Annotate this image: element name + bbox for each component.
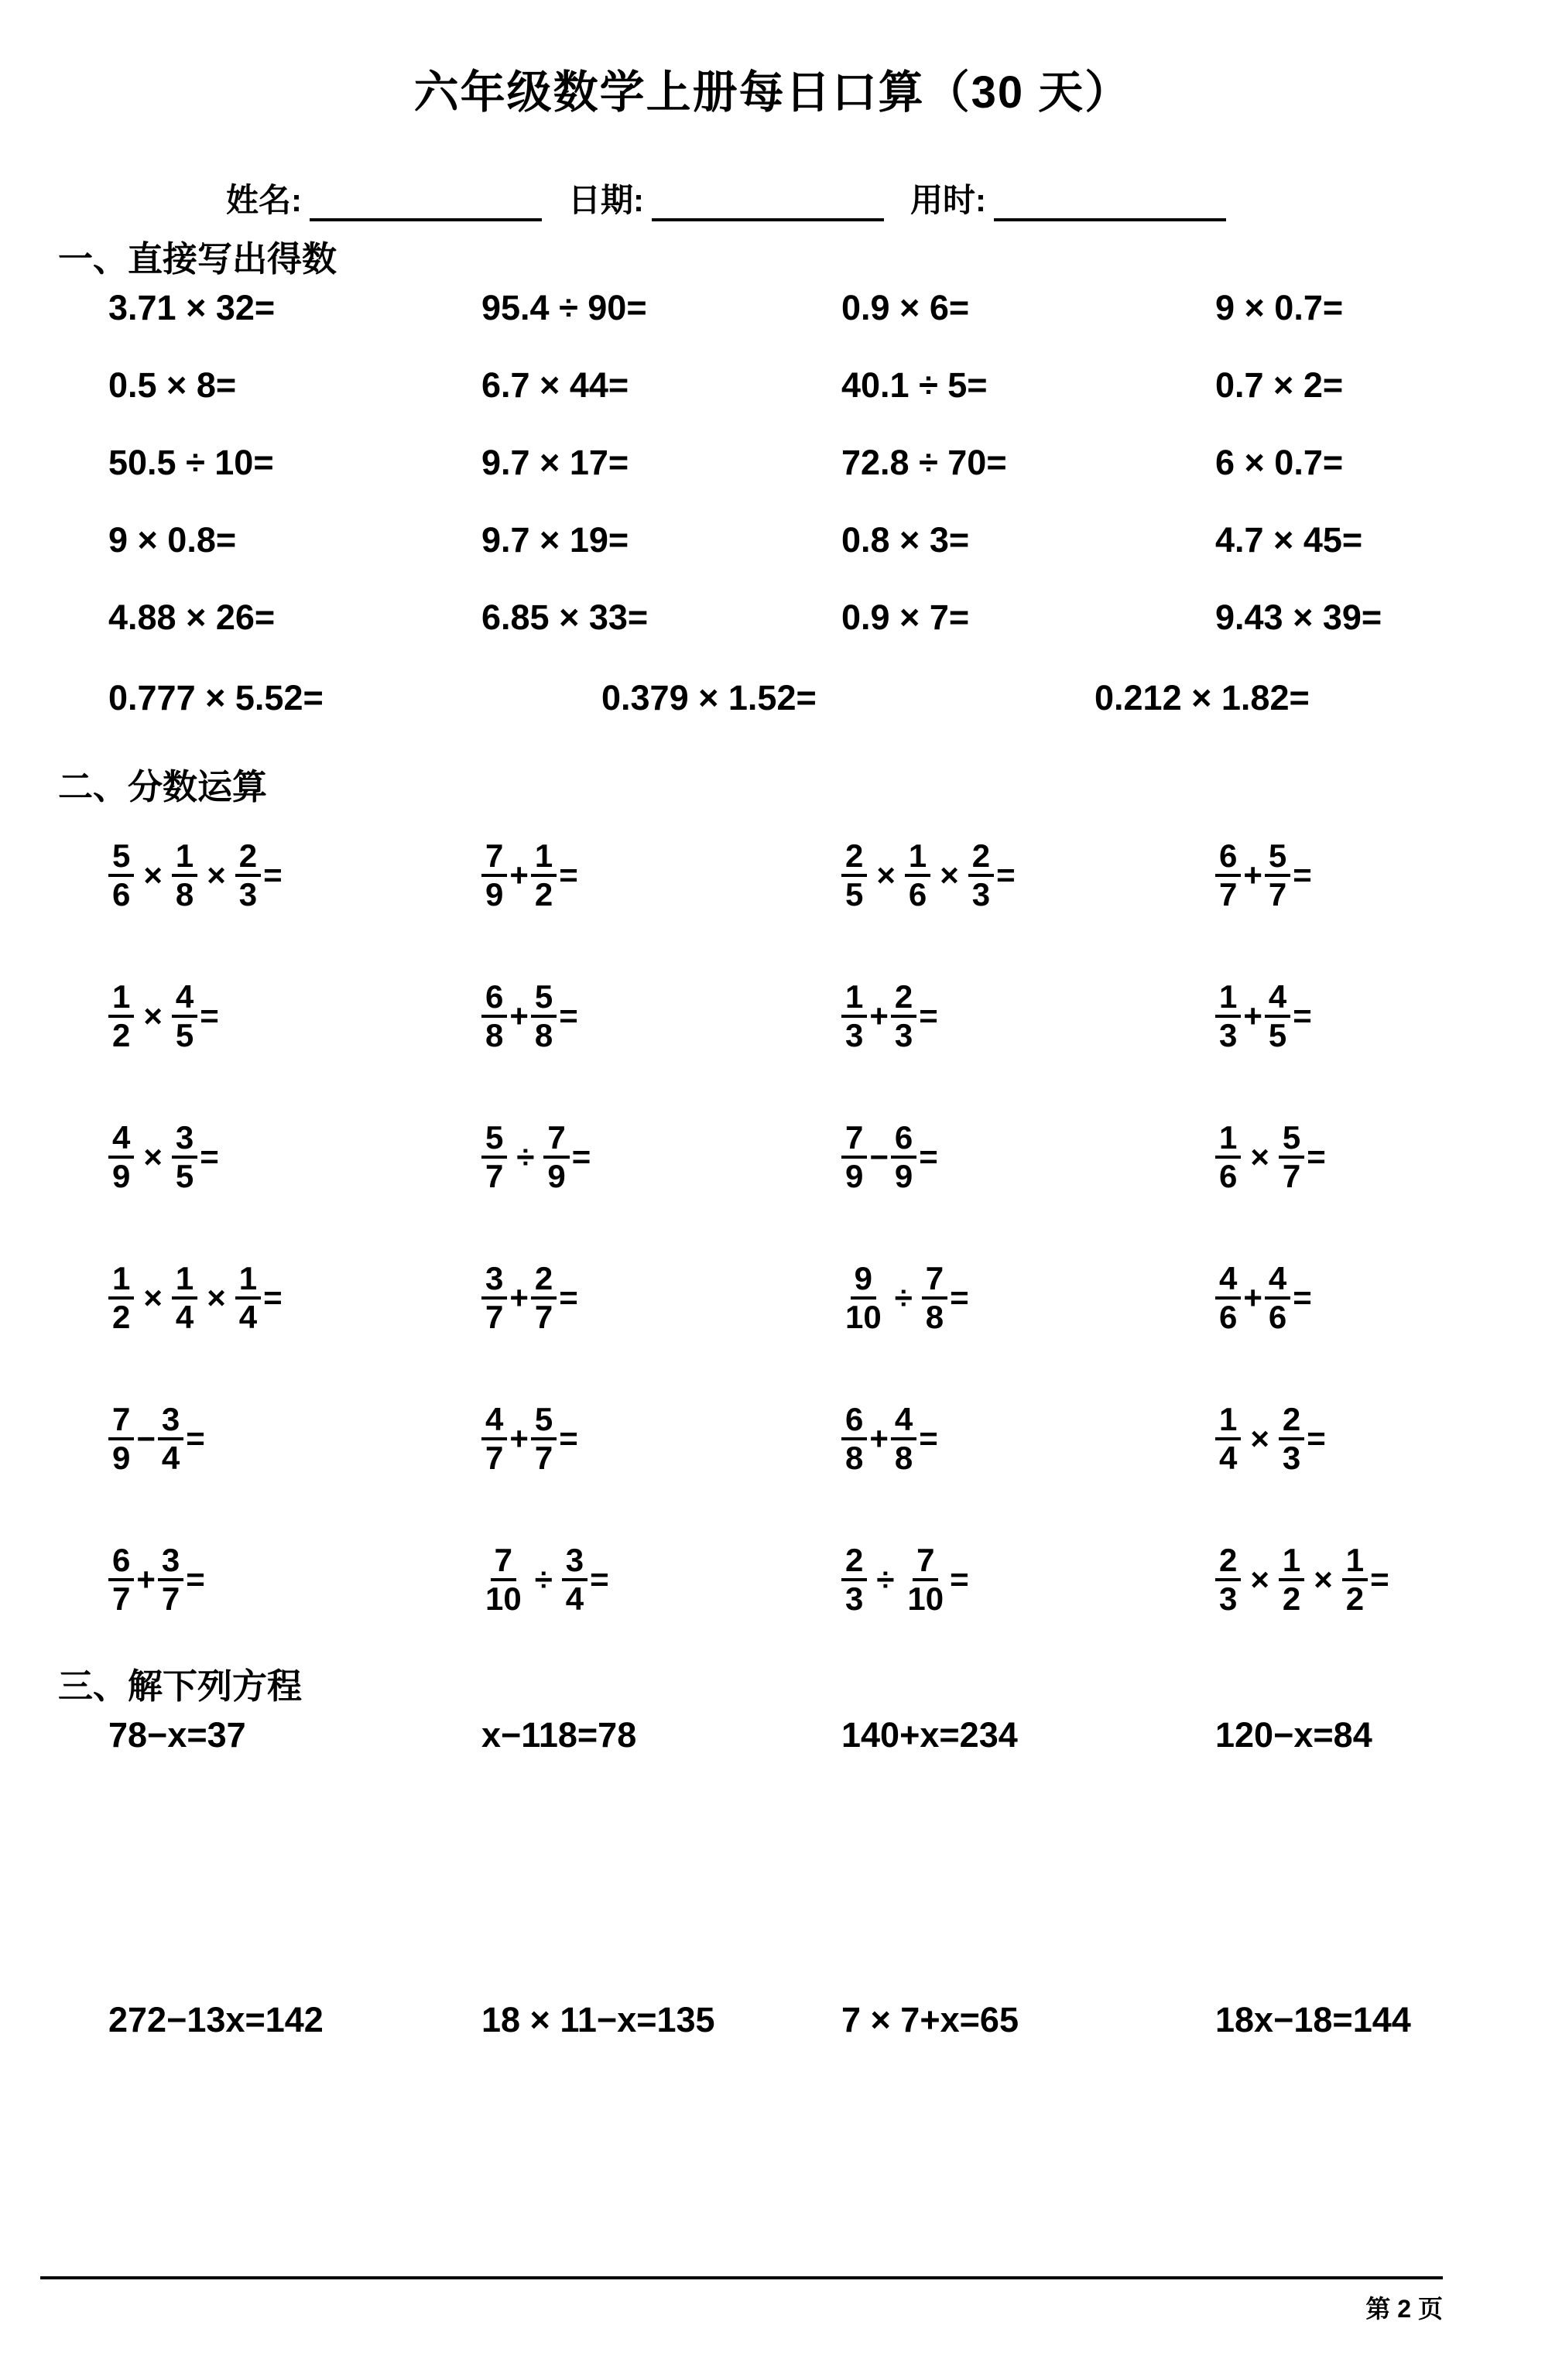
problem-expression	[1215, 1260, 1312, 1335]
problem-cell	[481, 978, 841, 1051]
fraction: $\frac{6}{8}$	[841, 1404, 867, 1474]
problem-cell	[108, 1542, 481, 1615]
section3-equation-row-1	[108, 1715, 1437, 1793]
problem-cell	[1215, 288, 1437, 328]
operator: +	[509, 998, 529, 1034]
problem-expression: 40.1 ÷ 5=	[841, 365, 988, 405]
problem-expression: 9 × 0.8=	[108, 520, 237, 560]
equals-sign: =	[186, 1561, 205, 1598]
equals-sign: =	[1293, 1279, 1312, 1316]
fraction: $\frac{6}{9}$	[891, 1122, 916, 1192]
problem-row	[108, 1715, 1437, 1793]
problem-cell	[481, 1119, 841, 1192]
equals-sign: =	[559, 1279, 578, 1316]
fraction: $\frac{1}{2}$	[531, 841, 557, 910]
name-label: 姓名:	[226, 182, 302, 218]
problem-expression	[841, 1260, 969, 1335]
problem-cell	[1215, 1401, 1437, 1474]
problem-cell	[481, 1542, 841, 1615]
problem-cell	[108, 1401, 481, 1474]
fraction: $\frac{3}{7}$	[481, 1263, 507, 1333]
problem-cell	[1215, 520, 1437, 560]
problem-cell	[841, 598, 1215, 638]
section3-equation-row-2	[108, 2000, 1437, 2077]
equals-sign: =	[1307, 1139, 1326, 1175]
problem-cell	[108, 365, 481, 406]
problem-expression	[841, 837, 1016, 913]
problem-expression: 0.212 × 1.82=	[1095, 678, 1310, 717]
problem-expression: 6.85 × 33=	[481, 598, 649, 637]
fraction: $\frac{5}{7}$	[1265, 841, 1290, 910]
problem-expression: 140+x=234	[841, 1715, 1018, 1755]
equals-sign: =	[263, 1279, 283, 1316]
equals-sign: =	[1370, 1561, 1389, 1598]
page-title: 六年级数学上册每日口算（30 天）	[413, 67, 1132, 118]
fraction: $\frac{2}{3}$	[891, 981, 916, 1051]
problem-cell	[841, 2000, 1215, 2040]
problem-cell	[1215, 365, 1437, 406]
problem-expression: 9.43 × 39=	[1215, 598, 1382, 637]
problem-expression	[841, 978, 938, 1053]
problem-expression	[481, 1119, 591, 1194]
problem-expression	[108, 1401, 205, 1476]
problem-expression	[1215, 1401, 1326, 1476]
fraction: $\frac{3}{5}$	[172, 1122, 197, 1192]
equals-sign: =	[950, 1279, 969, 1316]
problem-cell	[841, 443, 1215, 483]
problem-expression	[841, 1542, 969, 1617]
operator: −	[869, 1139, 889, 1175]
problem-expression	[481, 978, 578, 1053]
equals-sign: =	[186, 1420, 205, 1457]
problem-expression	[108, 837, 283, 913]
problem-expression: 50.5 ÷ 10=	[108, 443, 274, 482]
problem-row	[108, 598, 1437, 675]
problem-cell	[1215, 1542, 1437, 1615]
problem-cell	[481, 1401, 841, 1474]
operator: ÷	[894, 1279, 913, 1316]
problem-expression: 120−x=84	[1215, 1715, 1372, 1755]
problem-expression: 0.9 × 7=	[841, 598, 970, 637]
section2-fraction-grid	[108, 803, 1437, 1649]
operator: +	[509, 857, 529, 893]
fraction: $\frac{1}{2}$	[1342, 1545, 1368, 1615]
fraction: $\frac{1}{2}$	[108, 981, 134, 1051]
operator: ×	[143, 1139, 163, 1175]
problem-expression: 0.8 × 3=	[841, 520, 970, 560]
fraction: $\frac{5}{8}$	[531, 981, 557, 1051]
problem-cell	[108, 520, 481, 560]
problem-expression	[108, 1542, 205, 1617]
fraction: $\frac{7}{9}$	[481, 841, 507, 910]
problem-expression: 0.7 × 2=	[1215, 365, 1344, 405]
problem-row	[108, 944, 1437, 1085]
problem-cell	[108, 837, 481, 913]
operator: ×	[143, 1279, 163, 1316]
operator: +	[136, 1561, 156, 1598]
fraction: $\frac{1}{2}$	[108, 1263, 134, 1333]
fraction: $\frac{9}{10}$	[845, 1260, 882, 1335]
problem-cell	[481, 598, 841, 638]
problem-cell	[481, 365, 841, 406]
student-info-row	[226, 175, 1226, 221]
section3-heading: 三、解下列方程	[58, 1666, 303, 1706]
problem-row	[108, 803, 1437, 944]
problem-cell	[841, 520, 1215, 560]
fraction: $\frac{7}{9}$	[543, 1122, 569, 1192]
fraction: $\frac{3}{4}$	[562, 1545, 588, 1615]
problem-cell	[108, 678, 601, 718]
equals-sign: =	[559, 857, 578, 893]
footer-divider-line	[40, 2276, 1443, 2279]
problem-row	[108, 1226, 1437, 1367]
problem-row	[108, 443, 1437, 520]
problem-cell	[108, 288, 481, 328]
fraction: $\frac{2}{3}$	[1279, 1404, 1304, 1474]
problem-expression	[481, 837, 578, 913]
problem-row	[108, 678, 1437, 755]
problem-cell	[841, 1542, 1215, 1615]
fraction: $\frac{6}{7}$	[1215, 841, 1241, 910]
fraction: $\frac{5}{6}$	[108, 841, 134, 910]
problem-cell	[1215, 1119, 1437, 1192]
fraction: $\frac{4}{5}$	[172, 981, 197, 1051]
problem-expression: 3.71 × 32=	[108, 288, 276, 327]
fraction: $\frac{3}{4}$	[158, 1404, 183, 1474]
equals-sign: =	[919, 998, 938, 1034]
problem-cell	[841, 1715, 1215, 1755]
problem-row	[108, 288, 1437, 365]
problem-expression	[481, 1542, 609, 1617]
fraction: $\frac{1}{4}$	[235, 1263, 261, 1333]
problem-cell	[481, 288, 841, 328]
fraction: $\frac{1}{2}$	[1279, 1545, 1304, 1615]
problem-cell	[108, 2000, 481, 2040]
problem-cell	[108, 1119, 481, 1192]
problem-expression	[1215, 1542, 1389, 1617]
equals-sign: =	[559, 998, 578, 1034]
problem-expression: 0.9 × 6=	[841, 288, 970, 327]
problem-cell	[481, 2000, 841, 2040]
problem-cell	[481, 837, 841, 913]
fraction: $\frac{6}{8}$	[481, 981, 507, 1051]
problem-expression	[108, 1260, 283, 1335]
time-used-label: 用时:	[910, 182, 986, 218]
equals-sign: =	[919, 1139, 938, 1175]
problem-expression: 7 × 7+x=65	[841, 2000, 1019, 2039]
problem-cell	[108, 598, 481, 638]
problem-cell	[841, 288, 1215, 328]
problem-expression	[481, 1260, 578, 1335]
fraction: $\frac{1}{4}$	[1215, 1404, 1241, 1474]
problem-expression: 9.7 × 19=	[481, 520, 629, 560]
problem-row	[108, 365, 1437, 443]
problem-cell	[1215, 1715, 1437, 1755]
fraction: $\frac{7}{10}$	[485, 1542, 522, 1617]
equals-sign: =	[1293, 857, 1312, 893]
time-used-blank-line	[994, 186, 1226, 221]
fraction: $\frac{2}{7}$	[531, 1263, 557, 1333]
equals-sign: =	[590, 1561, 609, 1598]
equals-sign: =	[996, 857, 1016, 893]
fraction: $\frac{7}{9}$	[108, 1404, 134, 1474]
problem-cell	[841, 1260, 1215, 1333]
section1-problem-grid	[108, 288, 1437, 675]
fraction: $\frac{1}{3}$	[841, 981, 867, 1051]
equals-sign: =	[263, 857, 283, 893]
equals-sign: =	[571, 1139, 591, 1175]
operator: −	[136, 1420, 156, 1457]
operator: ×	[207, 1279, 226, 1316]
problem-cell	[841, 1401, 1215, 1474]
problem-expression: 6 × 0.7=	[1215, 443, 1344, 482]
problem-expression: 4.88 × 26=	[108, 598, 276, 637]
operator: +	[869, 1420, 889, 1457]
operator: ÷	[534, 1561, 553, 1598]
problem-cell	[1215, 978, 1437, 1051]
problem-expression	[841, 1119, 938, 1194]
operator: ×	[207, 857, 226, 893]
problem-cell	[841, 1119, 1215, 1192]
problem-expression	[481, 1401, 578, 1476]
fraction: $\frac{7}{9}$	[841, 1122, 867, 1192]
problem-row	[108, 1508, 1437, 1649]
operator: +	[869, 998, 889, 1034]
problem-expression: 95.4 ÷ 90=	[481, 288, 647, 327]
operator: ×	[1250, 1420, 1269, 1457]
problem-cell	[108, 1715, 481, 1755]
fraction: $\frac{2}{5}$	[841, 841, 867, 910]
problem-row	[108, 1367, 1437, 1508]
equals-sign: =	[1293, 998, 1312, 1034]
fraction: $\frac{7}{8}$	[922, 1263, 947, 1333]
problem-expression: 272−13x=142	[108, 2000, 324, 2039]
operator: ÷	[876, 1561, 895, 1598]
fraction: $\frac{4}{8}$	[891, 1404, 916, 1474]
problem-cell	[1215, 443, 1437, 483]
fraction: $\frac{4}{6}$	[1265, 1263, 1290, 1333]
problem-cell	[841, 978, 1215, 1051]
fraction: $\frac{3}{7}$	[158, 1545, 183, 1615]
fraction: $\frac{4}{5}$	[1265, 981, 1290, 1051]
problem-expression	[1215, 837, 1312, 913]
problem-row	[108, 520, 1437, 598]
fraction: $\frac{4}{7}$	[481, 1404, 507, 1474]
section1-heading: 一、直接写出得数	[58, 239, 337, 279]
page-number: 第 2 页	[1365, 2295, 1443, 2323]
operator: ×	[940, 857, 959, 893]
operator: ×	[876, 857, 896, 893]
operator: ×	[1314, 1561, 1333, 1598]
problem-cell	[481, 1260, 841, 1333]
section1-wide-row	[108, 678, 1437, 755]
problem-cell	[481, 1715, 841, 1755]
equals-sign: =	[200, 1139, 219, 1175]
fraction: $\frac{1}{6}$	[905, 841, 930, 910]
fraction: $\frac{5}{7}$	[481, 1122, 507, 1192]
problem-row	[108, 1085, 1437, 1226]
problem-cell	[481, 520, 841, 560]
fraction: $\frac{1}{3}$	[1215, 981, 1241, 1051]
date-blank-line	[652, 186, 884, 221]
fraction: $\frac{2}{3}$	[841, 1545, 867, 1615]
problem-expression: 0.777 × 5.52=	[108, 678, 324, 717]
problem-expression	[108, 1119, 219, 1194]
equals-sign: =	[1307, 1420, 1326, 1457]
operator: +	[1243, 998, 1262, 1034]
problem-cell	[841, 837, 1215, 913]
problem-expression: 0.5 × 8=	[108, 365, 237, 405]
operator: +	[1243, 1279, 1262, 1316]
date-label: 日期:	[568, 182, 644, 218]
fraction: $\frac{2}{3}$	[235, 841, 261, 910]
fraction: $\frac{4}{9}$	[108, 1122, 134, 1192]
problem-expression: 72.8 ÷ 70=	[841, 443, 1007, 482]
name-blank-line	[310, 186, 542, 221]
problem-cell	[481, 443, 841, 483]
problem-expression: 9 × 0.7=	[1215, 288, 1344, 327]
fraction: $\frac{5}{7}$	[1279, 1122, 1304, 1192]
problem-expression: 0.379 × 1.52=	[601, 678, 817, 717]
problem-expression: 6.7 × 44=	[481, 365, 629, 405]
problem-cell	[1215, 837, 1437, 913]
fraction: $\frac{5}{7}$	[531, 1404, 557, 1474]
problem-expression: 18 × 11−x=135	[481, 2000, 715, 2039]
operator: +	[509, 1279, 529, 1316]
problem-cell	[108, 443, 481, 483]
problem-expression	[108, 978, 219, 1053]
fraction: $\frac{4}{6}$	[1215, 1263, 1241, 1333]
fraction: $\frac{2}{3}$	[1215, 1545, 1241, 1615]
equals-sign: =	[200, 998, 219, 1034]
problem-expression	[1215, 978, 1312, 1053]
operator: +	[1243, 857, 1262, 893]
operator: ×	[1250, 1561, 1269, 1598]
problem-expression: 9.7 × 17=	[481, 443, 629, 482]
operator: ÷	[516, 1139, 535, 1175]
fraction: $\frac{2}{3}$	[968, 841, 994, 910]
equals-sign: =	[919, 1420, 938, 1457]
problem-cell	[1095, 678, 1437, 718]
problem-expression: 18x−18=144	[1215, 2000, 1411, 2039]
problem-expression	[841, 1401, 938, 1476]
problem-cell	[601, 678, 1095, 718]
fraction: $\frac{1}{4}$	[172, 1263, 197, 1333]
section2-heading: 二、分数运算	[58, 767, 268, 806]
operator: +	[509, 1420, 529, 1457]
operator: ×	[1250, 1139, 1269, 1175]
problem-cell	[108, 978, 481, 1051]
problem-row	[108, 2000, 1437, 2077]
problem-cell	[841, 365, 1215, 406]
operator: ×	[143, 998, 163, 1034]
problem-expression: x−118=78	[481, 1715, 637, 1755]
problem-expression: 4.7 × 45=	[1215, 520, 1363, 560]
fraction: $\frac{7}{10}$	[907, 1542, 944, 1617]
problem-expression: 78−x=37	[108, 1715, 246, 1755]
equals-sign: =	[559, 1420, 578, 1457]
fraction: $\frac{1}{6}$	[1215, 1122, 1241, 1192]
problem-cell	[1215, 598, 1437, 638]
fraction: $\frac{1}{8}$	[172, 841, 197, 910]
problem-cell	[108, 1260, 481, 1333]
problem-cell	[1215, 2000, 1437, 2040]
equals-sign: =	[950, 1561, 969, 1598]
fraction: $\frac{6}{7}$	[108, 1545, 134, 1615]
problem-cell	[1215, 1260, 1437, 1333]
problem-expression	[1215, 1119, 1326, 1194]
operator: ×	[143, 857, 163, 893]
